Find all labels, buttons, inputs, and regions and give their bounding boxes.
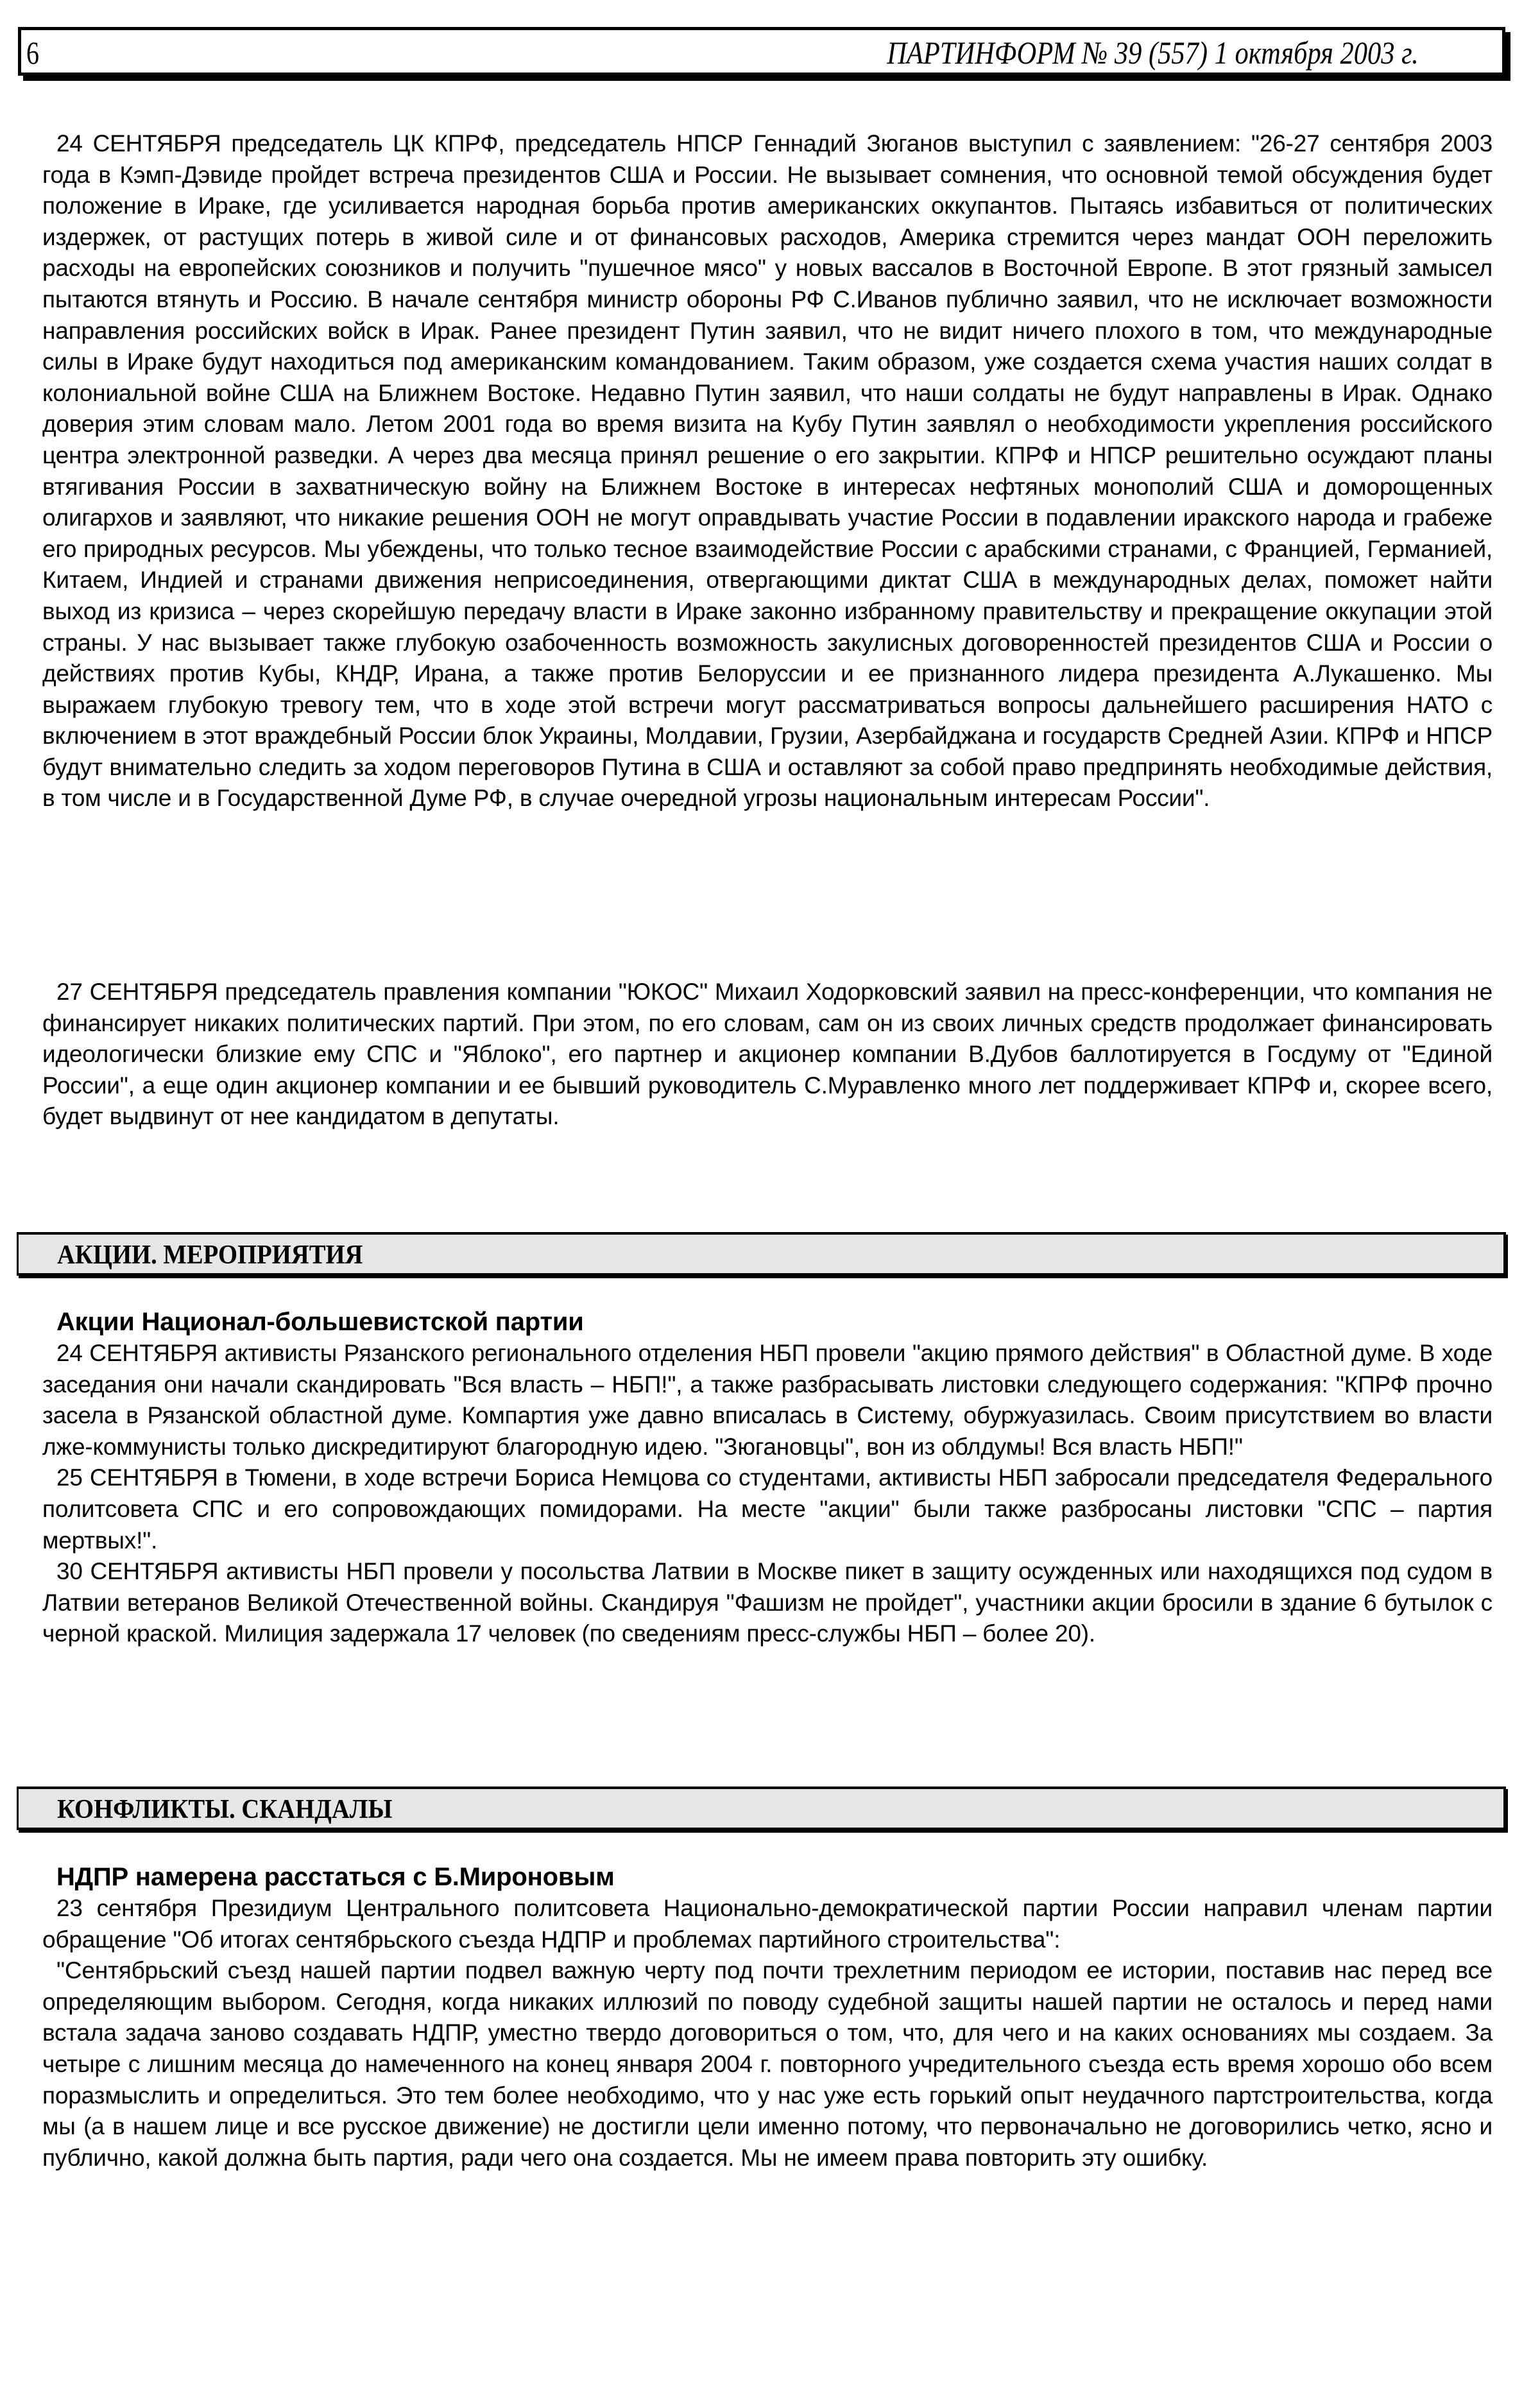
section-heading-actions <box>17 1232 1506 1276</box>
running-head <box>18 27 1505 76</box>
paragraph: 24 СЕНТЯБРЯ активисты Рязанского регионального отделения НБП провели "акцию прямого действия" в Областной думе. В ходе заседания они начали скандировать "Вся власть – НБП!", а также разбрасывать листовки следующего содержания: "КПРФ прочно засела в Рязанской областной думе. Компартия уже давно вписалась в Систему, обуржуазилась. Своим присутствием во власти лже-коммунисты только дискредитируют благородную идею. "Зюгановцы", вон из облдумы! Вся власть НБП!" <box>42 1340 1493 1460</box>
paragraph: 23 сентября Президиум Центрального политсовета Национально-демократической партии России направил членам партии обращение "Об итогах сентябрьского съезда НДПР и проблемах партийного строительства": <box>42 1895 1493 1953</box>
section-heading-text: АКЦИИ. МЕРОПРИЯТИЯ <box>57 1240 363 1270</box>
intro-paragraph-2 <box>42 977 1493 1133</box>
section-heading-text: КОНФЛИКТЫ. СКАНДАЛЫ <box>57 1795 393 1824</box>
paragraph: "Сентябрьский съезд нашей партии подвел важную черту под почти трехлетним периодом ее истории, поставив нас перед все определяющим выбором. Сегодня, когда никаких иллюзий по поводу судебной защиты нашей партии не осталось и перед нами встала задача заново создавать НДПР, уместно твердо договориться о том, что, для чего и на каких основаниях мы создаем. За четыре с лишним месяца до намеченного на конец января 2004 г. повторного учредительного съезда есть время хорошо обо всем поразмыслить и определиться. Это тем более необходимо, что у нас уже есть горький опыт неудачного партстроительства, когда мы (а в нашем лице и все русское движение) не достигли цели именно потому, что первоначально не договорились четко, ясно и публично, какой должна быть партия, ради чего она создается. Мы не имеем права повторить эту ошибку. <box>42 1957 1493 2171</box>
page-number: 6 <box>26 35 39 71</box>
article-title: НДПР намерена расстаться с Б.Мироновым <box>56 1863 615 1891</box>
article-ndpr <box>42 1861 1493 2173</box>
article-title: Акции Национал-большевистской партии <box>56 1308 584 1336</box>
intro-paragraph-1 <box>42 128 1493 814</box>
paragraph: 27 СЕНТЯБРЯ председатель правления компании "ЮКОС" Михаил Ходорковский заявил на пресс-конференции, что компания не финансирует никаких политических партий. При этом, по его словам, сам он из своих личных средств продолжает финансировать идеологически близкие ему СПС и "Яблоко", его партнер и акционер компании В.Дубов баллотируется в Госдуму от "Единой России", а еще один акционер компании и ее бывший руководитель С.Муравленко много лет поддерживает КПРФ и, скорее всего, будет выдвинут от нее кандидатом в депутаты. <box>42 979 1493 1130</box>
paragraph: 24 СЕНТЯБРЯ председатель ЦК КПРФ, председатель НПСР Геннадий Зюганов выступил с заявлением: "26-27 сентября 2003 года в Кэмп-Дэвиде пройдет встреча президентов США и России. Не вызывает сомнения, что основной темой обсуждения будет положение в Ираке, где усиливается народная борьба против американских оккупантов. Пытаясь избавиться от политических издержек, от растущих потерь в живой силе и от финансовых расходов, Америка стремится через мандат ООН переложить расходы на европейских союзников и получить "пушечное мясо" у новых вассалов в Восточной Европе. В этот грязный замысел пытаются втянуть и Россию. В начале сентября министр обороны РФ С.Иванов публично заявил, что не исключает возможности направления российских войск в Ирак. Ранее президент Путин заявил, что не видит ничего плохого в том, что международные силы в Ираке будут находиться под американским командованием. Таким образом, уже создается схема участия наших солдат в колониальной войне США на Ближнем Востоке. Недавно Путин заявил, что наши солдаты не будут направлены в Ирак. Однако доверия этим словам мало. Летом 2001 года во время визита на Кубу Путин заявлял о необходимости укрепления российского центра электронной разведки. А через два месяца принял решение о его закрытии. КПРФ и НПСР решительно осуждают планы втягивания России в захватническую войну на Ближнем Востоке в интересах нефтяных монополий США и доморощенных олигархов и заявляют, что никакие решения ООН не могут оправдывать участие России в подавлении иракского народа и грабеже его природных ресурсов. Мы убеждены, что только тесное взаимодействие России с арабскими странами, с Францией, Германией, Китаем, Индией и странами движения неприсоединения, отвергающими диктат США в международных делах, поможет найти выход из кризиса – через скорейшую передачу власти в Ираке законно избранному правительству и прекращение оккупации этой страны. У нас вызывает также глубокую озабоченность возможность закулисных договоренностей президентов США и России о действиях против Кубы, КНДР, Ирана, а также против Белоруссии и ее признанного лидера президента А.Лукашенко. Мы выражаем глубокую тревогу тем, что в ходе этой встречи могут рассматриваться вопросы дальнейшего расширения НАТО с включением в этот враждебный России блок Украины, Молдавии, Грузии, Азербайджана и государств Средней Азии. КПРФ и НПСР будут внимательно следить за ходом переговоров Путина в США и оставляют за собой право предпринять необходимые действия, в том числе и в Государственной Думе РФ, в случае очередной угрозы национальным интересам России". <box>42 130 1493 812</box>
article-nbp <box>42 1306 1493 1650</box>
paragraph: 30 СЕНТЯБРЯ активисты НБП провели у посольства Латвии в Москве пикет в защиту осужденных или находящихся под судом в Латвии ветеранов Великой Отечественной войны. Скандируя "Фашизм не пройдет", участники акции бросили в здание 6 бутылок с черной краской. Милиция задержала 17 человек (по сведениям пресс-службы НБП – более 20). <box>42 1558 1493 1647</box>
issue-info: ПАРТИНФОРМ № 39 (557) 1 октября 2003 г. <box>887 35 1419 71</box>
section-heading-conflicts <box>17 1786 1506 1830</box>
paragraph: 25 СЕНТЯБРЯ в Тюмени, в ходе встречи Бориса Немцова со студентами, активисты НБП забросали председателя Федерального политсовета СПС и его сопровождающих помидорами. На месте "акции" были также разбросаны листовки "СПС – партия мертвых!". <box>42 1464 1493 1554</box>
